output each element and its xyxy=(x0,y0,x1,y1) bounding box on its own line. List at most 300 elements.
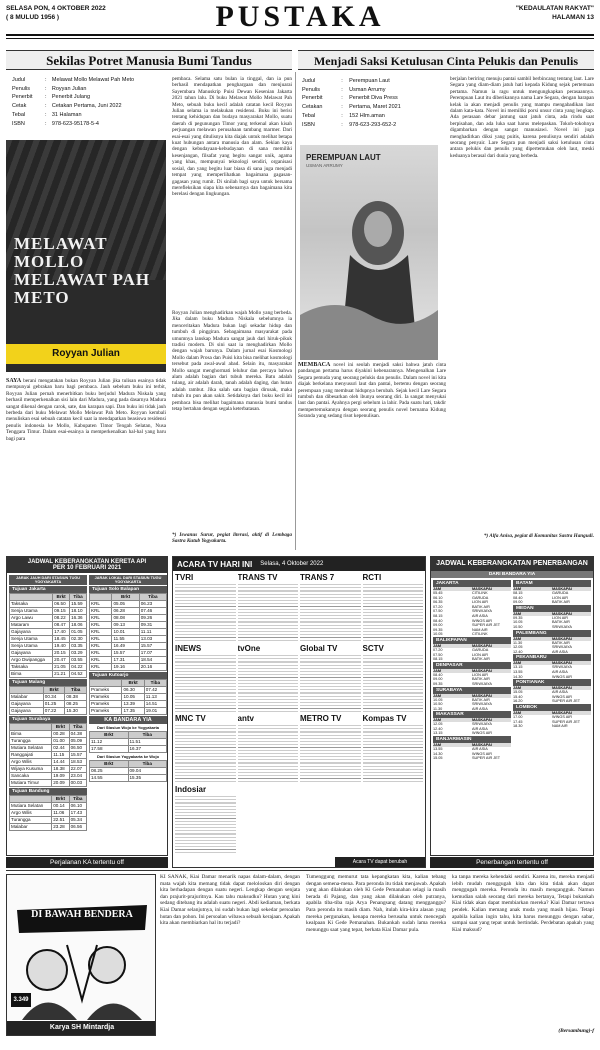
table-cell: 10.05 xyxy=(122,694,144,701)
flight-airline: BATIK AIR xyxy=(472,657,490,662)
table-row xyxy=(10,650,87,657)
table-cell: 09.26 xyxy=(139,615,166,622)
flight-destination: JAKARTA xyxy=(433,580,511,587)
tugu-label: JARAK JAUH DARI STASIUN TUGU YOGYAKARTA xyxy=(9,575,87,585)
spec-value: Perempuan Laut xyxy=(349,78,390,84)
table-cell: Senja Utama xyxy=(10,636,53,643)
table-cell: 17.58 xyxy=(90,746,129,753)
table-row xyxy=(90,768,167,775)
jakarta-table xyxy=(9,593,87,678)
tv-listing xyxy=(300,582,361,642)
table-header: Brkt xyxy=(43,687,65,694)
flight-destination: PALEMBANG xyxy=(513,630,591,637)
article1-headline: Sekilas Potret Manusia Bumi Tandus xyxy=(6,50,292,70)
flight-airline: SUPER AIR JET xyxy=(472,756,501,761)
comic-number: 3.349 xyxy=(11,993,31,1007)
spec-sep: : xyxy=(341,78,343,84)
spec-row xyxy=(302,95,438,102)
flight-time: 10.05 xyxy=(433,632,443,637)
table-cell: 19.16 xyxy=(112,664,139,671)
flight-destination: PONTIANAK xyxy=(513,679,591,686)
table-cell: 09.15 xyxy=(53,608,70,615)
table-cell: 11.51 xyxy=(128,739,167,746)
table-cell: Taksaka xyxy=(10,664,53,671)
table-row xyxy=(10,745,87,752)
flight-airline: BATIK AIR xyxy=(472,697,490,702)
tv-listing xyxy=(363,653,424,713)
table-cell: 09.13 xyxy=(112,622,139,629)
table-cell: 06.28 xyxy=(112,608,139,615)
table-cell: 22.07 xyxy=(69,766,86,773)
table-cell: KRL xyxy=(90,629,112,636)
table-row xyxy=(10,636,87,643)
tv-listing xyxy=(300,723,361,783)
table-cell: Turangga xyxy=(10,738,52,745)
flight-time: 17.45 xyxy=(513,719,523,724)
flight-time: 17.00 xyxy=(513,714,523,719)
table-row xyxy=(90,608,167,615)
cover-title: MELAWAT MOLLO MELAWAT PAH METO xyxy=(14,234,151,307)
tv-footer: Acara TV dapat berubah xyxy=(335,857,425,867)
train-subtitle: PER 10 FEBRUARI 2021 xyxy=(52,565,122,571)
table-cell: KRL xyxy=(90,615,112,622)
flight-airline: SRIWIJAYA xyxy=(472,609,492,614)
table-cell: 02.44 xyxy=(52,745,69,752)
table-cell: 19.01 xyxy=(144,708,166,715)
table-cell: 15.35 xyxy=(128,775,167,782)
flight-time: 09.35 xyxy=(433,681,443,686)
table-row xyxy=(90,739,167,746)
table-cell: 17.35 xyxy=(122,708,144,715)
spec-key: Judul xyxy=(12,77,26,83)
flight-time: 06.10 xyxy=(433,595,443,600)
table-row xyxy=(10,643,87,650)
spec-key: ISBN xyxy=(302,121,315,128)
table-row xyxy=(10,601,87,608)
flight-row xyxy=(433,756,511,761)
table-cell: 21.05 xyxy=(53,664,70,671)
table-cell: Gajayana xyxy=(10,701,44,708)
table-row xyxy=(10,803,87,810)
tv-channel-logo: METRO TV xyxy=(300,714,342,723)
tv-listing xyxy=(238,723,299,783)
table-header: Tiba xyxy=(69,796,86,803)
flight-airline: NAM AIR xyxy=(552,724,568,729)
tv-channel-logo: SCTV xyxy=(362,643,384,653)
spec-sep: : xyxy=(45,94,47,101)
tv-channel-block xyxy=(238,644,299,713)
table-cell: Gajayana xyxy=(10,650,53,657)
table-cell: 09.04 xyxy=(128,768,167,775)
spec-key: ISBN xyxy=(12,120,25,127)
table-cell: 20.47 xyxy=(53,657,70,664)
spec-value: 31 Halaman xyxy=(51,111,82,118)
table-row xyxy=(10,738,87,745)
flight-destination: DENPASAR xyxy=(433,662,511,669)
table-cell: 18.06 xyxy=(70,622,87,629)
train-footer: Perjalanan KA tertentu off xyxy=(6,857,168,868)
tv-channel-logo: MNC TV xyxy=(175,714,206,723)
flight-col-header: MASKAPAI xyxy=(472,718,511,722)
flight-airline: BATIK AIR xyxy=(472,677,490,682)
page-number: HALAMAN 13 xyxy=(552,14,594,21)
flight-airline: GARUDA xyxy=(552,591,569,595)
flight-destination: BALIKPAPAN xyxy=(433,637,511,644)
table-header: Brkt xyxy=(52,796,69,803)
table-header: Tiba xyxy=(69,724,86,731)
flight-time: 10.05 xyxy=(513,620,523,625)
flight-airline: LION AIR xyxy=(472,600,489,605)
flight-time: 09.00 xyxy=(433,677,443,682)
table-cell: 09.31 xyxy=(139,622,166,629)
kabandara-table2 xyxy=(89,760,167,782)
spec-sep: : xyxy=(341,112,343,119)
flight-time: 18.30 xyxy=(513,724,523,729)
table-cell: KRL xyxy=(90,664,112,671)
flight-airline: NAM AIR xyxy=(472,627,488,632)
flight-airline: WINGS AIR xyxy=(552,694,573,699)
table-cell: Bima xyxy=(10,671,53,678)
flight-col-header: JAM xyxy=(513,711,552,715)
flight-time: 09.35 xyxy=(513,615,523,620)
table-header xyxy=(10,594,53,601)
solo-table xyxy=(89,593,167,671)
table-row xyxy=(90,694,167,701)
table-cell: 18.10 xyxy=(70,608,87,615)
flight-airline: SRIWIJAYA xyxy=(472,681,492,686)
flight-col-header: JAM xyxy=(433,587,472,591)
tv-listing xyxy=(175,582,236,642)
flight-airline: LION AIR xyxy=(472,672,489,677)
flight-time: 12.05 xyxy=(513,645,523,650)
spec-value: Penerbit Julang xyxy=(51,94,91,101)
table-cell: 03.35 xyxy=(70,643,87,650)
flight-airline: WINGS AIR xyxy=(552,714,573,719)
flight-title: JADWAL KEBERANGKATAN PENERBANGAN xyxy=(431,557,593,571)
flight-col-header: MASKAPAI xyxy=(552,637,591,641)
column-divider xyxy=(295,72,296,550)
cover2-author: USMAN ARRUMY xyxy=(306,163,343,168)
issue-date: SELASA PON, 4 OKTOBER 2022 xyxy=(6,5,106,12)
table-cell: 16.49 xyxy=(112,643,139,650)
spec-value: 978-623-293-652-2 xyxy=(349,121,397,128)
spec-key: Tebal xyxy=(302,112,316,119)
table-row xyxy=(10,817,87,824)
table-cell: 17.31 xyxy=(112,657,139,664)
tv-channel-block xyxy=(300,644,361,713)
table-cell: Argo Lawu xyxy=(10,615,53,622)
comic-rule xyxy=(6,870,594,871)
comic-title: DI BAWAH BENDERA xyxy=(31,909,133,920)
flight-airline: AIR ASIA xyxy=(472,726,488,731)
flight-time: 07.50 xyxy=(433,652,443,657)
tv-channel-block xyxy=(238,714,299,783)
table-cell: 07.46 xyxy=(139,608,166,615)
table-cell: 08.22 xyxy=(53,615,70,622)
surabaya-table xyxy=(9,723,87,787)
flight-time: 13.15 xyxy=(433,731,443,736)
spec-key: Tebal xyxy=(12,111,26,118)
article2-headline: Menjadi Saksi Ketulusan Cinta Pelukis dan Penulis xyxy=(298,50,594,70)
table-cell: Mutiara Selatan xyxy=(10,745,52,752)
table-cell: 18.38 xyxy=(52,766,69,773)
spec-value: 152 Hlm.aman xyxy=(349,112,385,119)
tv-header xyxy=(173,557,425,571)
table-cell: 11.06 xyxy=(52,810,69,817)
table-cell: 00.14 xyxy=(52,803,69,810)
cover2-illustration xyxy=(300,185,438,360)
spec-row xyxy=(12,103,168,110)
flight-destination: LOMBOK xyxy=(513,704,591,711)
flight-airline: CITILINK xyxy=(472,632,488,637)
spec-row xyxy=(302,104,438,111)
article1-intro: berani mengatakan bukan Royyan Julian jika tulisan esainya tidak mempunyai gebrakan baru bagi pembaca. Jauh sebelum buku ini terbit, Royyan Julian pernah menerbitkan buku berjudul Madura Niskala yang berhasil memperkenalkan sisi lain dari Madura, yang pada dasarnya Madura sangat dikenal dengan carok, sate, dan karapan sapi. Dan buku ini tidak jauh berbeda dari buku Melawat Mollo Melawat Pah Meto. Royyan kembali menuliskan esai sebuah catatan kecil saat ia mendapatkan beasiswa residensi penulis indonesia ke Mollo, Kabupaten Timor Tengah Selatan, Nusa Tenggara Timur. Dalam esai-esainya ia memperkenalkan hal-hal yang baru bagi para xyxy=(6,378,166,442)
tv-date: Selasa, 4 Oktober 2022 xyxy=(260,561,324,567)
table-row xyxy=(90,601,167,608)
tv-channel-logo: Global TV xyxy=(300,643,338,653)
table-header xyxy=(10,796,52,803)
table-cell: Argo Dwipangga xyxy=(10,657,53,664)
table-cell: KRL xyxy=(90,601,112,608)
tv-channel-block xyxy=(363,714,424,783)
flight-time: 09.35 xyxy=(433,627,443,632)
table-row xyxy=(90,746,167,753)
table-cell: KRL xyxy=(90,608,112,615)
spec-key: Penerbit xyxy=(302,95,323,102)
table-cell: 11.12 xyxy=(90,739,129,746)
table-cell: 18.54 xyxy=(139,657,166,664)
table-cell: 22.51 xyxy=(52,817,69,824)
table-cell: KRL xyxy=(90,636,112,643)
flight-footer: Penerbangan tertentu off xyxy=(430,857,594,868)
table-cell: 08.25 xyxy=(90,768,129,775)
article2-intro: novel ini seolah menjadi saksi bahwa jatuh cinta pandangan pertama harus diyakini kebenarannya. Mengenalkan Lare Segara pemuda yang seorang pelukis dan penulis. Dalam novel ini kita diajak berkelana menyusuri laut dan pantai, bertemu dengan seorang perempuan yang membuat hidupnya berubah. Sejak kecil Lare Segara tumbuh dan dibesarkan oleh ibunya seorang diri. Ia sangat menyukai laut dan pantai. Ayahnya pergi sebelum ia lahir. Pada suatu hari, takdir mempertemukannya dengan seorang penulis novel bernama Kidung Soranda yang sedang risot kepenulisan. xyxy=(298,362,446,420)
flight-row xyxy=(513,625,591,630)
tv-channel-block xyxy=(175,785,236,854)
table-row xyxy=(90,664,167,671)
flight-col-header: MASKAPAI xyxy=(472,644,511,648)
table-cell: 08.25 xyxy=(65,701,87,708)
tv-channel-block xyxy=(363,573,424,642)
spec-sep: : xyxy=(45,111,47,118)
flight-time: 05.45 xyxy=(433,591,443,595)
lempuyangan-label: JARAK LOKAL DARI STASIUN TUGU YOGYAKARTA xyxy=(89,575,167,585)
flight-airline: SRIWIJAYA xyxy=(552,645,572,650)
table-row xyxy=(90,687,167,694)
table-row xyxy=(10,766,87,773)
table-header: Brkt xyxy=(53,594,70,601)
table-cell: Bima xyxy=(10,731,52,738)
table-cell: 14.55 xyxy=(90,775,129,782)
table-cell: 14.44 xyxy=(52,759,69,766)
tv-channel-block xyxy=(175,714,236,783)
flight-time: 15.05 xyxy=(513,690,523,695)
article1-lead: SAYA xyxy=(6,378,22,384)
table-cell: Prameks xyxy=(90,694,122,701)
table-cell: 02.30 xyxy=(70,636,87,643)
flight-airline: BATIK AIR xyxy=(552,620,570,625)
flight-airline: BATIK AIR xyxy=(472,604,490,609)
table-header: Tiba xyxy=(128,732,167,739)
table-cell: 01.00 xyxy=(52,738,69,745)
flight-time: 08.40 xyxy=(433,672,443,677)
table-cell: 06.30 xyxy=(122,687,144,694)
table-header: Tiba xyxy=(139,594,166,601)
flight-schedule xyxy=(430,556,594,856)
flight-time: 10.50 xyxy=(513,624,523,629)
solo-label: Tujuan Solo Balapan xyxy=(89,586,167,593)
table-cell: 04.22 xyxy=(70,664,87,671)
article1-book-cover xyxy=(6,140,166,372)
tv-channel-logo: TVRI xyxy=(175,573,194,582)
flight-time: 14.30 xyxy=(513,674,523,679)
bandung-table xyxy=(9,795,87,831)
article2-book-cover xyxy=(300,145,438,360)
table-cell: Malabar xyxy=(10,694,44,701)
spec-sep: : xyxy=(341,121,343,128)
flight-time: 11.30 xyxy=(433,706,443,711)
flight-col-header: JAM xyxy=(513,612,552,616)
spec-value: Usman Arrumy xyxy=(349,86,386,93)
table-header xyxy=(10,687,44,694)
table-cell: 17.07 xyxy=(139,650,166,657)
flight-airline: SRIWIJAYA xyxy=(552,665,572,670)
flight-col-header: MASKAPAI xyxy=(552,711,591,715)
table-row xyxy=(10,671,87,678)
table-cell: 05.05 xyxy=(112,601,139,608)
flight-row xyxy=(433,632,511,637)
table-cell: 19.40 xyxy=(53,643,70,650)
comic-caption: Karya SH Mintardja xyxy=(7,1021,156,1035)
table-row xyxy=(90,701,167,708)
table-cell: 15.57 xyxy=(139,643,166,650)
tv-schedule xyxy=(172,556,426,868)
flight-airline: SRIWIJAYA xyxy=(472,722,492,727)
table-cell: Prameks xyxy=(90,701,122,708)
flight-col-header: JAM xyxy=(433,669,472,673)
table-cell: 08.47 xyxy=(53,622,70,629)
table-header: Brkt xyxy=(90,761,129,768)
table-cell: 23.04 xyxy=(69,773,86,780)
table-cell: 05.34 xyxy=(69,817,86,824)
flight-column xyxy=(513,580,591,844)
spec-value: 978-623-95178-5-4 xyxy=(51,120,99,127)
table-row xyxy=(10,780,87,787)
flight-airline: SUPER AIR JET xyxy=(472,623,501,628)
table-cell: 14.51 xyxy=(144,701,166,708)
table-row xyxy=(10,752,87,759)
table-cell: Senja Utama xyxy=(10,643,53,650)
tv-channel-logo: antv xyxy=(237,714,254,723)
kutoarjo-table xyxy=(89,679,167,715)
flight-col-header: JAM xyxy=(513,661,552,665)
bandung-label: Tujuan Bandung xyxy=(9,788,87,795)
table-cell: 03.29 xyxy=(70,650,87,657)
flight-col-header: JAM xyxy=(513,637,552,641)
spec-sep: : xyxy=(45,103,47,110)
train-left-col xyxy=(9,575,87,831)
flight-col-header: JAM xyxy=(433,644,472,648)
flight-row xyxy=(513,675,591,680)
table-cell: Sancaka xyxy=(10,773,52,780)
tv-channel-block xyxy=(300,573,361,642)
flight-time: 16.20 xyxy=(513,699,523,704)
article2-col2: berjalan beriring menuju pantai sambil berbincang tentang laut. Lare Segara yang diam-diam jatuh hati kepada Kidung sejak pertemuan pertama. Namun ia ragu untuk mengungkapkan perasaannya. Perempuan Laut itu diberikannya nama Lare Segara, dengan harapan kelak ia akan menjadi penulis yang mampu mengabadikan laut dalam kata-kata. Novel ini memiliki porsi unsur cinta yang lengkap. Ada perasaan debar jantung saat jatuh cinta, ada rindu saat berpisahan, dan ada luka saat harus melepaskan. Tokoh-tokohnya digambarkan dengan sangat manusiawi. Novel ini juga menghadirkan diksi yang puitis, karena penulisnya sendiri adalah seorang penyair. Lare Segara pun menjadi saksi ketulusan cinta antara pelukis dan penulis yang dipertemukan oleh laut, meski keduanya berasal dari dunia yang berbeda. xyxy=(450,76,594,159)
kabandara-sub2: Dari Stasiun Yogyakarta ke Wojo xyxy=(96,754,160,759)
flight-row xyxy=(513,650,591,655)
table-cell: 17.40 xyxy=(53,629,70,636)
table-header xyxy=(90,680,122,687)
flight-time: 13.55 xyxy=(433,747,443,752)
flight-airline: WINGS AIR xyxy=(552,674,573,679)
flight-time: 07.20 xyxy=(433,604,443,609)
table-cell: 11.13 xyxy=(144,694,166,701)
flight-destination: BANJARMASIN xyxy=(433,736,511,743)
flight-col-header: MASKAPAI xyxy=(552,661,591,665)
flight-time: 13.55 xyxy=(513,669,523,674)
table-header: Tiba xyxy=(70,594,87,601)
flight-airline: SUPER AIR JET xyxy=(552,699,581,704)
flight-col-header: JAM xyxy=(433,694,472,698)
table-cell: 16.37 xyxy=(128,746,167,753)
flight-col-header: JAM xyxy=(513,587,552,591)
paper-name: "KEDAULATAN RAKYAT" xyxy=(515,5,594,12)
spec-sep: : xyxy=(45,77,47,83)
flight-col-header: JAM xyxy=(513,686,552,690)
flight-time: 13.15 xyxy=(513,665,523,670)
table-cell: 10.01 xyxy=(112,629,139,636)
table-cell: 07.42 xyxy=(144,687,166,694)
flight-col-header: MASKAPAI xyxy=(552,686,591,690)
flight-bandara: DARI BANDARA YIA xyxy=(431,571,593,578)
table-cell: 11.15 xyxy=(52,752,69,759)
flight-time: 09.00 xyxy=(513,600,523,605)
article1-col3: Royyan Julian menghadirkan wajah Mollo yang berbeda. Jika dalam buku Madura Niskala sebelumnya ia menceritakan Madura bukan lagi sekadar hidup dan tumbuh di pinggiran. Sebagaimana masyarakat pada umumnya lanskap Madura sangat jauh dari hiruk-pikuk tradisi modern. Di sini saat ia menghadirkan Mollo dengan wajah barunya. Dalam jurnal esai Kosmologi Mollo dalam Prosa dan Puisi kita bisa melihat kosmologi tersebut pada awal-awal abad. Selain itu, masyarakat Mollo sangat menghormati leluhur dan percaya bahwa alam adalah bagian dari tubuh mereka. Batu adalah tulang, air adalah darah, tanah adalah daging, dan hutan adalah rambut. Jika salah satu bagian dirusak, maka tubuh itu pun akan sakit. Setidaknya dari buku kecil ini pembaca bisa melihat bagaimana manusia bumi tandus tetap bertahan dengan segala keterbatasan. xyxy=(172,310,292,413)
malang-table xyxy=(9,686,87,715)
tv-listing xyxy=(238,653,299,713)
table-cell: Ranggajati xyxy=(10,752,52,759)
spec-key: Cetak xyxy=(12,103,27,110)
masthead-rule-top xyxy=(6,34,594,36)
flight-airline: AIR ASIA xyxy=(552,649,568,654)
table-cell: KRL xyxy=(90,622,112,629)
spec-row xyxy=(12,121,168,128)
table-cell: 00.28 xyxy=(52,731,69,738)
flight-col-header: MASKAPAI xyxy=(472,694,511,698)
spec-key: Cetakan xyxy=(302,104,323,111)
surabaya-label: Tujuan Surabaya xyxy=(9,716,87,723)
table-row xyxy=(90,629,167,636)
flight-airline: SUPER AIR JET xyxy=(552,719,581,724)
table-row xyxy=(10,615,87,622)
comic-illustration xyxy=(6,874,156,1036)
tv-listing xyxy=(175,723,236,783)
table-cell: 21.21 xyxy=(53,671,70,678)
flight-destination: BATAM xyxy=(513,580,591,587)
flight-row xyxy=(513,600,591,605)
flight-time: 12.40 xyxy=(513,649,523,654)
flight-airline: AIR ASIA xyxy=(472,706,488,711)
flight-airline: AIR ASIA xyxy=(552,669,568,674)
flight-airline: AIR ASIA xyxy=(472,747,488,752)
flight-airline: GARUDA xyxy=(472,595,489,600)
table-row xyxy=(10,622,87,629)
jakarta-label: Tujuan Jakarta xyxy=(9,586,87,593)
table-row xyxy=(10,731,87,738)
comic-col2: Tumenggung memurut tata kepangkatan kita, kalian tebang dengan semena-mena. Para peronda itu tidak menjawab. Apakah yang akan dilakukan oleh Ki Gede Pemanahan selagi ia masih berada di Pajang, dan yang akan dilakukan oleh putranya, apabila tiba-tiba raja Arya Penangsang datang mengganggu? Para peronda itu masih diam. Nah, itulah kira-kira alasan yang mereka pergunakan, kenapa mereka berusaha untuk mencegah kealpaan Ki Gede Pemanahan. Bukankah sudah lama mereka menunggu saat yang tepat, berkata Kiai Damar pula. xyxy=(306,874,446,933)
table-cell: 06.23 xyxy=(139,601,166,608)
header-page-block xyxy=(516,4,594,22)
